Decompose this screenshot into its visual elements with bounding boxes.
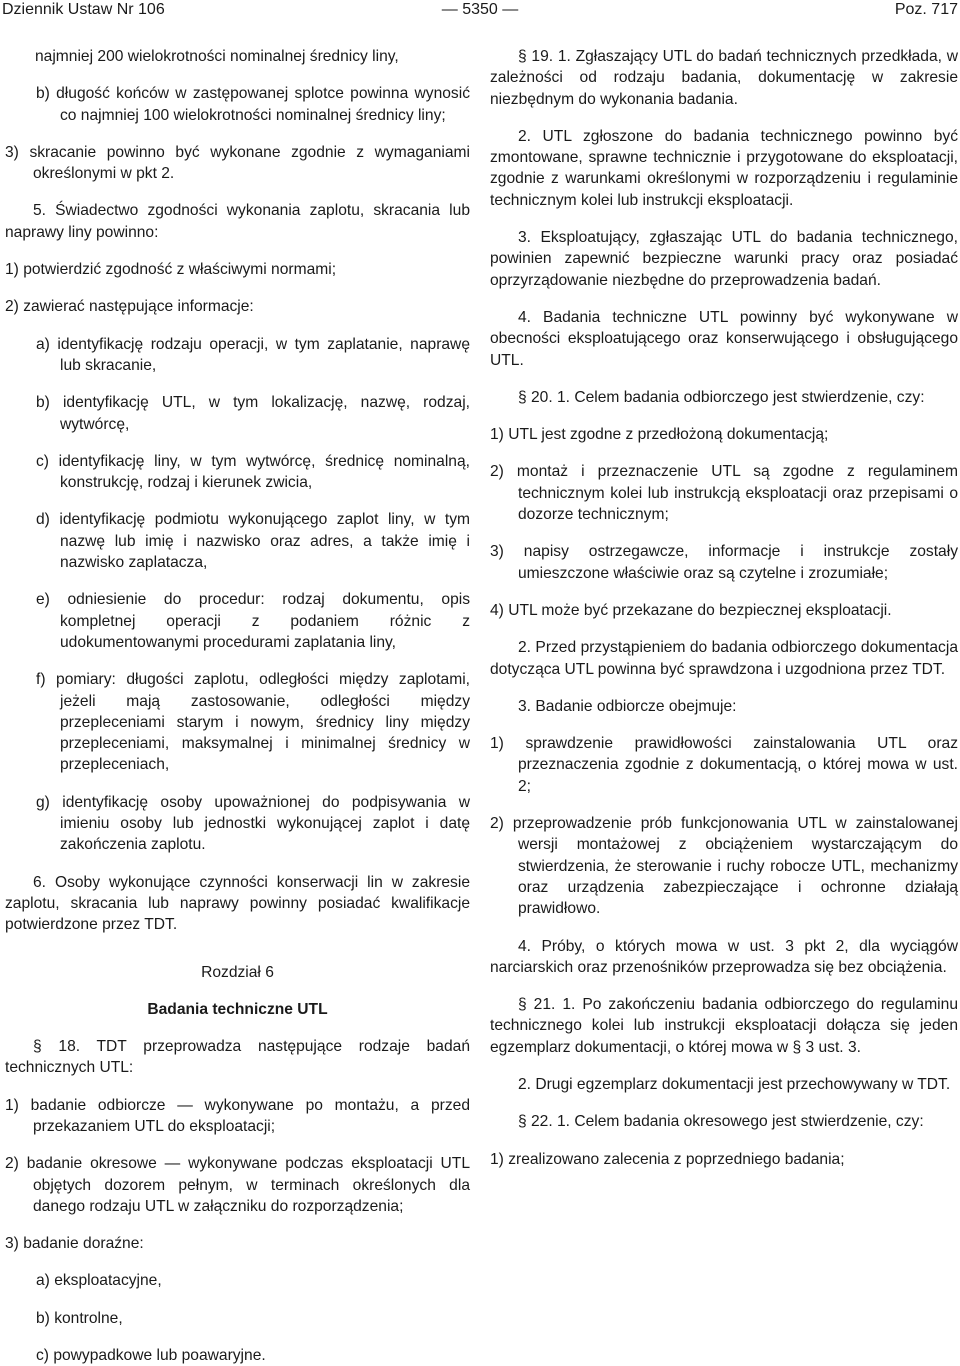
paragraph: 4. Badania techniczne UTL powinny być wykonywane w obecności eksploatującego oraz konserwującego i obsługującego UTL. xyxy=(490,308,958,369)
list-item: 3) badanie doraźne: xyxy=(5,1235,144,1253)
list-item: g) identyfikację osoby upoważnionej do podpisywania w imieniu osoby lub jednostki wykonującej zaplot i datę zakończenia zaplotu. xyxy=(36,793,470,854)
paragraph: najmniej 200 wielokrotności nominalnej średnicy liny, xyxy=(35,48,399,65)
paragraph: 2. Drugi egzemplarz dokumentacji jest przechowywany w TDT. xyxy=(518,1075,951,1093)
list-item: b) kontrolne, xyxy=(36,1309,123,1327)
list-item: 3) napisy ostrzegawcze, informacje i instrukcje zostały umieszczone właściwie oraz są czytelne i zrozumiałe; xyxy=(490,543,958,582)
journal-title: Dziennik Ustaw Nr 106 xyxy=(2,1,165,18)
list-item: 2) badanie okresowe — wykonywane podczas eksploatacji UTL objętych dozorem pełnym, w terminach określonych dla danego rodzaju UTL w załączniku do rozporządzenia; xyxy=(5,1155,470,1215)
paragraph: 2. UTL zgłoszone do badania technicznego powinno być zmontowane, sprawne technicznie i przygotowane do eksploatacji, zgodnie z warunkami określonymi w rozporządzeniu i regulaminie technicznym kolei lub instrukcji eksploatacji. xyxy=(490,127,958,209)
right-column xyxy=(490,46,958,1170)
paragraph: 5. Świadectwo zgodności wykonania zaplotu, skracania lub naprawy liny powinno: xyxy=(5,202,470,241)
paragraph: 2. Przed przystąpieniem do badania odbiorczego dokumentacja dotycząca UTL powinna być sprawdzona i uzgodniona przez TDT. xyxy=(490,639,958,678)
paragraph: § 20. 1. Celem badania odbiorczego jest stwierdzenie, czy: xyxy=(518,388,925,406)
list-item: 1) badanie odbiorcze — wykonywane po montażu, a przed przekazaniem UTL do eksploatacji; xyxy=(5,1096,470,1135)
list-item: 2) montaż i przeznaczenie UTL są zgodne z regulaminem technicznym kolei lub instrukcją eksploatacji oraz przepisami o dozorze technicznym; xyxy=(490,463,958,524)
left-column xyxy=(5,46,470,1366)
list-item: b) długość końców w zastępowanej splotce powinna wynosić co najmniej 100 wielokrotności nominalnej średnicy liny; xyxy=(36,85,470,124)
list-item: 4) UTL może być przekazane do bezpiecznej eksploatacji. xyxy=(490,601,892,619)
paragraph: 3. Eksploatujący, zgłaszając UTL do badania technicznego, powinien zapewnić bezpieczne warunki pracy oraz posiadać oprzyrządowanie niezbędne do przeprowadzenia badań. xyxy=(490,229,958,289)
list-item: 2) zawierać następujące informacje: xyxy=(5,298,254,316)
list-item: 1) potwierdzić zgodność z właściwymi normami; xyxy=(5,261,337,279)
paragraph: 6. Osoby wykonujące czynności konserwacji lin w zakresie zaplotu, skracania lub naprawy powinny posiadać kwalifikacje potwierdzone przez TDT. xyxy=(5,873,470,934)
list-item: 1) UTL jest zgodne z przedłożoną dokumentacją; xyxy=(490,426,829,444)
list-item: d) identyfikację podmiotu wykonującego zaplot liny, w tym nazwę lub imię i nazwisko oraz adres, a także imię i nazwisko zaplatacza, xyxy=(36,511,470,572)
list-item: 3) skracanie powinno być wykonane zgodnie z wymaganiami określonymi w pkt 2. xyxy=(5,143,470,183)
page-header xyxy=(0,0,960,20)
chapter-number: Rozdział 6 xyxy=(201,963,274,981)
list-item: 2) przeprowadzenie prób funkcjonowania UTL w zainstalowanej wersji montażowej z obciążeniem wystarczającym do stwierdzenia, że sterowanie i ruchy robocze UTL, mechanizmy oraz urządzenia zabezpieczające i ochronne działają prawidłowo. xyxy=(490,815,958,918)
page-number: — 5350 — xyxy=(441,1,519,18)
paragraph: 4. Próby, o których mowa w ust. 3 pkt 2, dla wyciągów narciarskich oraz przenośników przeprowadza się bez obciążenia. xyxy=(490,937,958,976)
list-item: c) powypadkowe lub poawaryjne. xyxy=(36,1347,266,1365)
paragraph: § 19. 1. Zgłaszający UTL do badań technicznych przedkłada, w zależności od rodzaju badania, dokumentację w zakresie niezbędnym do wykonania badania. xyxy=(490,48,958,108)
list-item: 1) zrealizowano zalecenia z poprzedniego badania; xyxy=(490,1150,845,1168)
paragraph: § 22. 1. Celem badania okresowego jest stwierdzenie, czy: xyxy=(518,1113,924,1131)
chapter-title: Badania techniczne UTL xyxy=(147,1000,328,1018)
paragraph: § 21. 1. Po zakończeniu badania odbiorczego do regulaminu technicznego kolei lub instrukcji eksploatacji dołącza się jeden egzemplarz dokumentacji, o której mowa w § 3 ust. 3. xyxy=(490,996,958,1056)
list-item: a) identyfikację rodzaju operacji, w tym zaplatanie, naprawę lub skracanie, xyxy=(36,335,470,374)
list-item: 1) sprawdzenie prawidłowości zainstalowania UTL oraz przeznaczenia zgodnie z dokumentacją, o której mowa w ust. 2; xyxy=(490,735,958,795)
list-item: c) identyfikację liny, w tym wytwórcę, średnicę nominalną, konstrukcję, rodzaj i kierunek zwicia, xyxy=(36,452,470,492)
paragraph: 3. Badanie odbiorcze obejmuje: xyxy=(518,697,737,715)
position-number: Poz. 717 xyxy=(894,1,958,18)
list-item: f) pomiary: długości zaplotu, odległości między zaplotami, jeżeli mają zastosowanie, odległości między przepleceniami starym i nowym, średnicy liny między przepleceniami, maksymalnej i minimalnej średnicy w przepleceniach, xyxy=(36,671,470,774)
list-item: a) eksploatacyjne, xyxy=(36,1272,162,1290)
list-item: e) odniesienie do procedur: rodzaj dokumentu, opis kompletnej operacji z podaniem różnic z udokumentowanymi procedurami zaplatania liny, xyxy=(36,591,470,651)
list-item: b) identyfikację UTL, w tym lokalizację, nazwę, rodzaj, wytwórcę, xyxy=(36,394,470,433)
paragraph: § 18. TDT przeprowadza następujące rodzaje badań technicznych UTL: xyxy=(5,1038,470,1077)
